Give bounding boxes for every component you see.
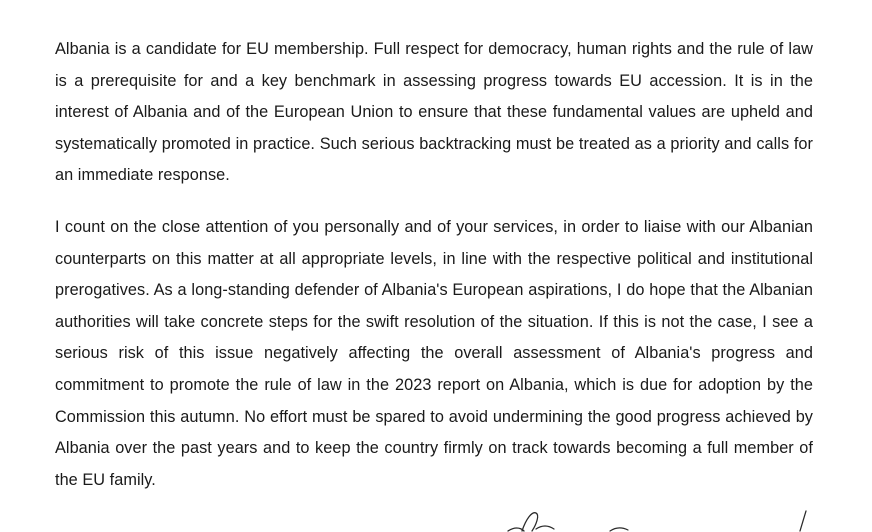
handwritten-signature-icon bbox=[500, 505, 820, 532]
paragraph-request-attention: I count on the close attention of you personally and of your services, in order to liaise with our Albanian counterparts on this matter at all appropriate levels, in line with the respective political and institutional prerogatives. As a long-standing defender of Albania's European aspirations, I do hope that the Albanian authorities will take concrete steps for the swift resolution of the situation. If this is not the case, I see a serious risk of this issue negatively affecting the overall assessment of Albania's progress and commitment to promote the rule of law in the 2023 report on Albania, which is due for adoption by the Commission this autumn. No effort must be spared to avoid undermining the good progress achieved by Albania over the past years and to keep the country firmly on track towards becoming a full member of the EU family. bbox=[55, 217, 813, 489]
letter-body bbox=[55, 34, 813, 496]
paragraph-eu-candidacy: Albania is a candidate for EU membership. Full respect for democracy, human rights and the rule of law is a prerequisite for and a key benchmark in assessing progress towards EU accession. It is in the interest of Albania and of the European Union to ensure that these fundamental values are upheld and systematically promoted in practice. Such serious backtracking must be treated as a priority and calls for an immediate response. bbox=[55, 40, 813, 185]
